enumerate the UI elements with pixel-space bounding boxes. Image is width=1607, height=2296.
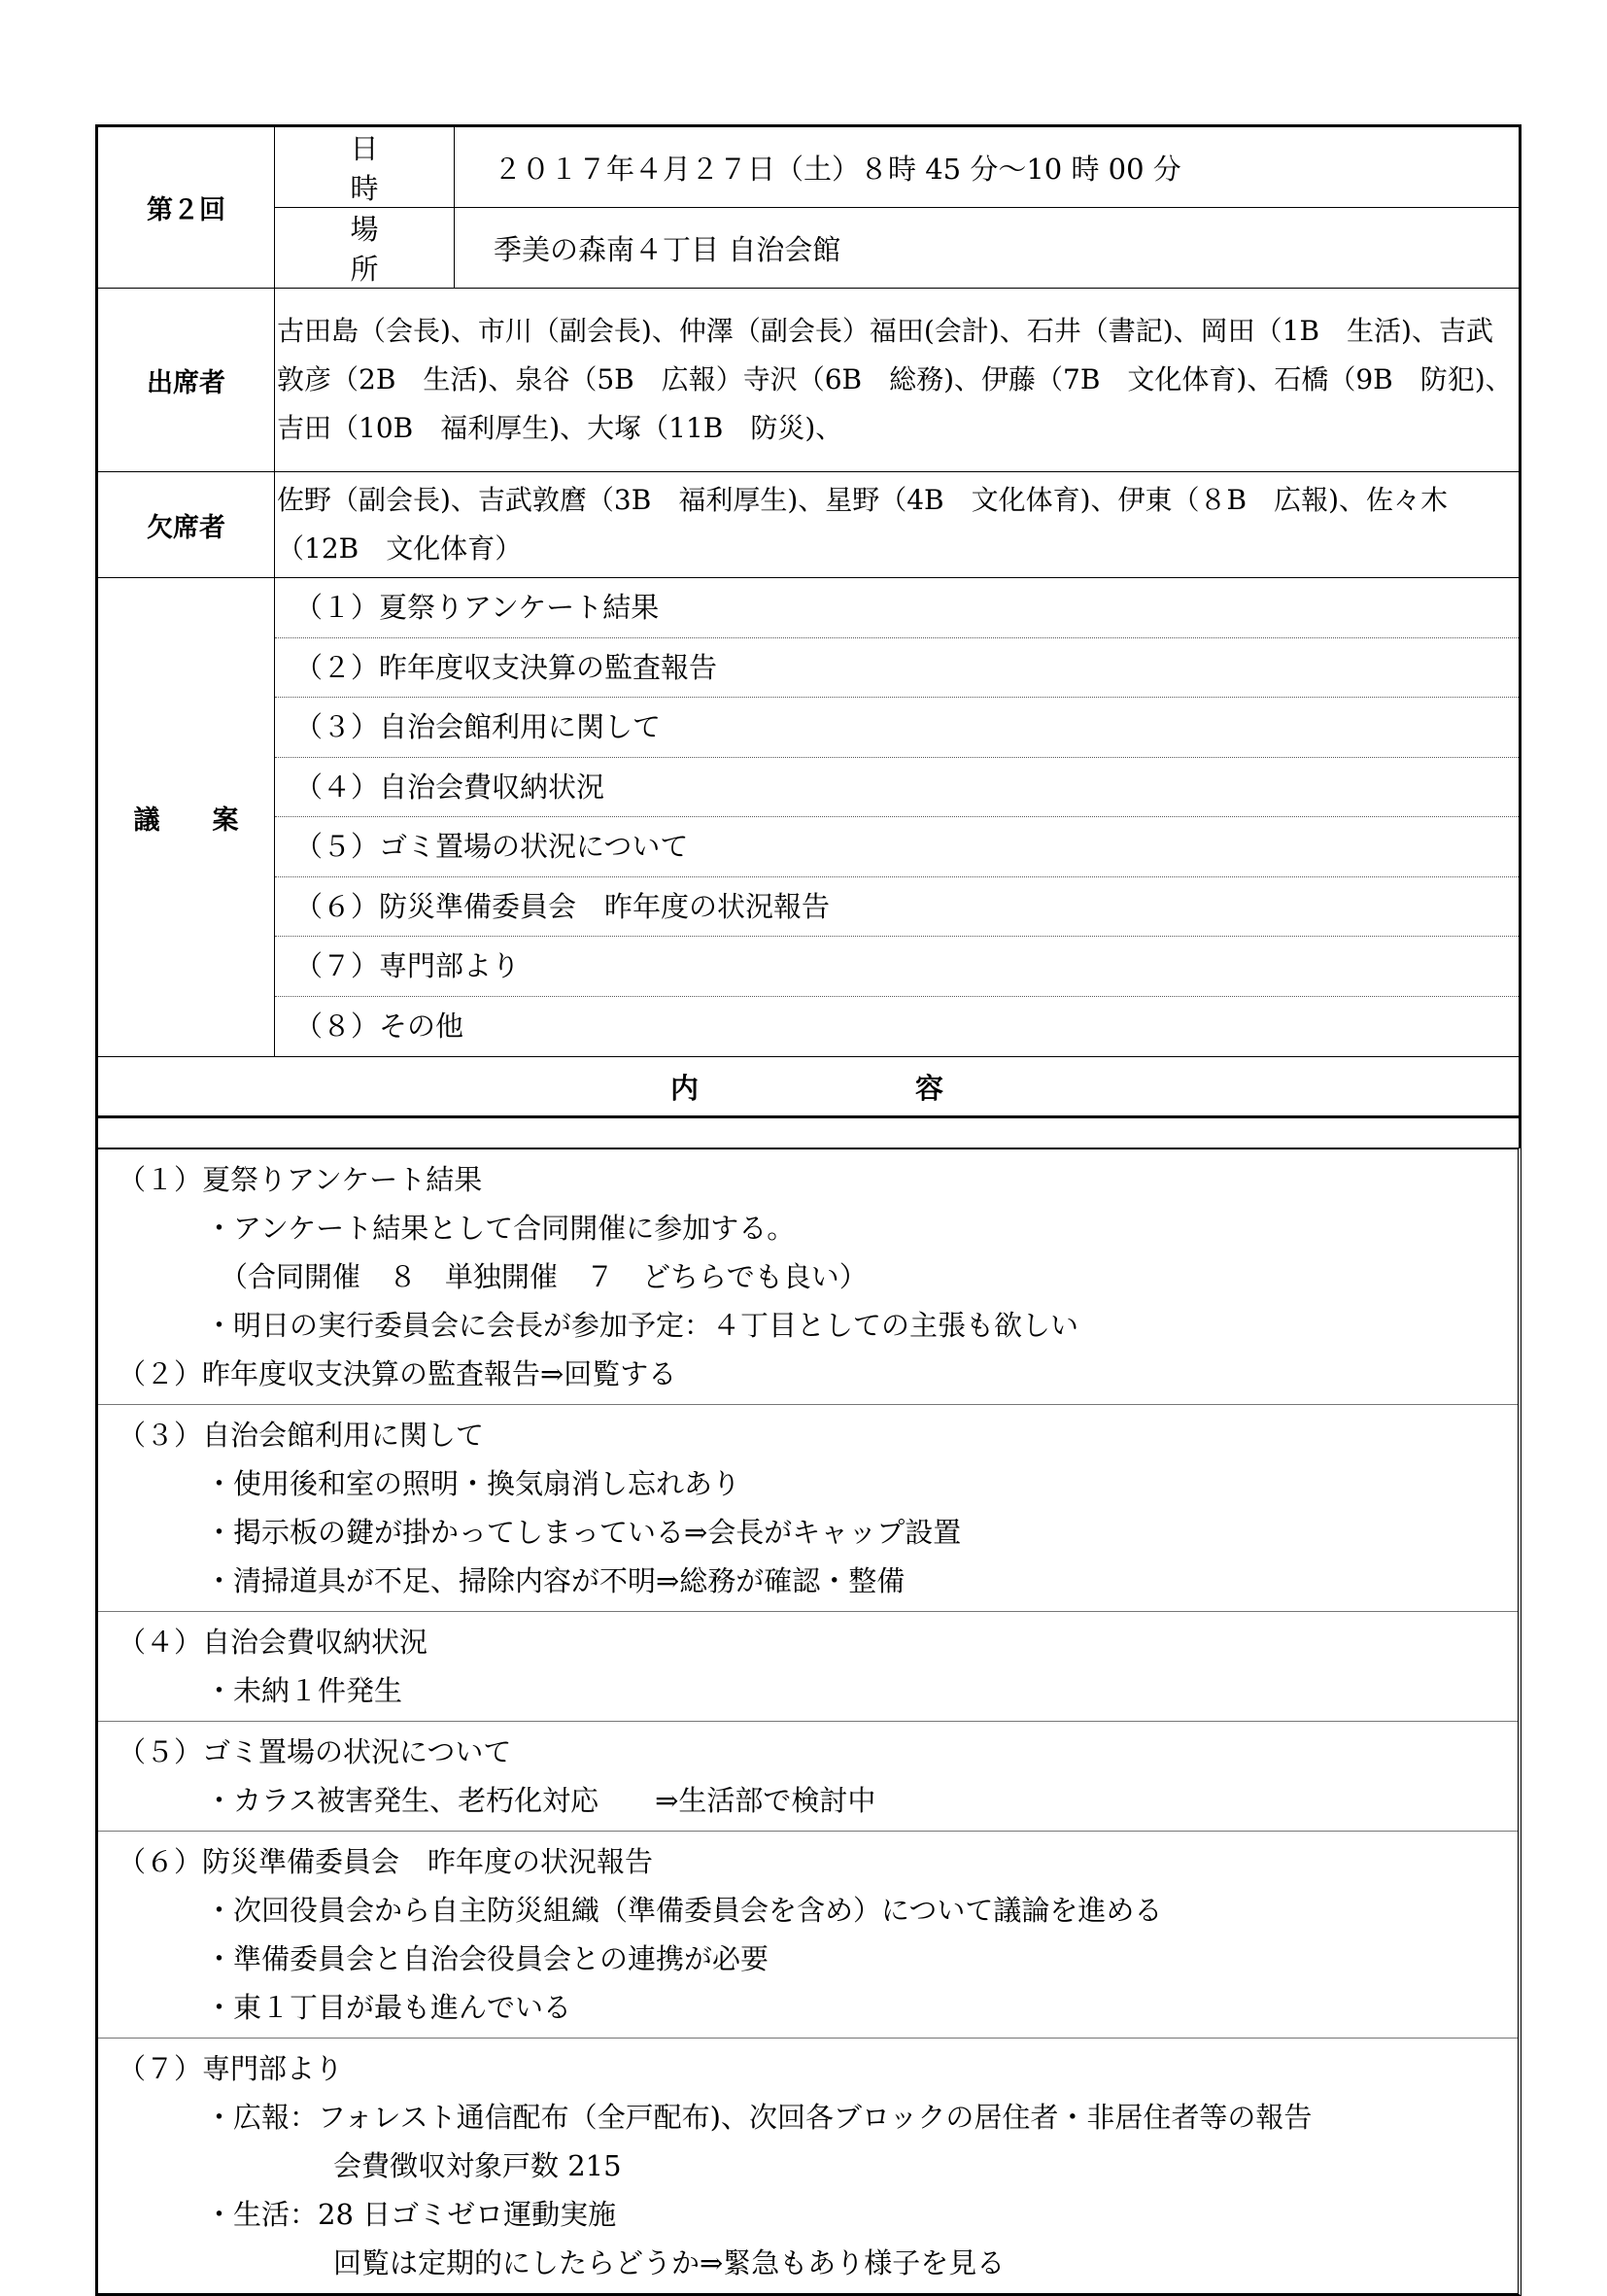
content-line: ・東１丁目が最も進んでいる <box>205 1991 572 2024</box>
agenda-label: 議 案 <box>97 578 275 1057</box>
section-hall-usage <box>98 1404 1518 1611</box>
content-line: ・未納１件発生 <box>205 1674 403 1707</box>
section-title: （７）専門部より <box>118 2052 344 2085</box>
content-line: ・広報：フォレスト通信配布（全戸配布)、次回各ブロックの居住者・非居住者等の報告 <box>205 2101 1313 2134</box>
content-line: ・生活：28 日ゴミゼロ運動実施 <box>205 2198 617 2231</box>
agenda-item: （７）専門部より <box>275 937 1519 997</box>
section-title: （１）夏祭りアンケート結果 <box>118 1163 483 1196</box>
content-line: ・次回役員会から自主防災組織（準備委員会を含め）について議論を進める <box>205 1894 1163 1927</box>
session-label: 第２回 <box>97 126 275 289</box>
content-line: （合同開催 ８ 単独開催 ７ どちらでも良い） <box>220 1260 868 1293</box>
section-title: （４）自治会費収納状況 <box>118 1626 428 1659</box>
absentees-label: 欠席者 <box>97 472 275 578</box>
date-value: ２０１７年４月２７日（土）８時 45 分〜10 時 00 分 <box>455 126 1521 208</box>
section-disaster <box>98 1831 1518 2038</box>
agenda-list <box>275 578 1521 1057</box>
content-line: ・使用後和室の照明・換気扇消し忘れあり <box>205 1467 741 1500</box>
place-value: 季美の森南４丁目 自治会館 <box>455 208 1521 289</box>
content-line: ・明日の実行委員会に会長が参加予定：４丁目としての主張も欲しい <box>205 1309 1079 1342</box>
content-line: ・掲示板の鍵が掛かってしまっている⇒会長がキャップ設置 <box>205 1516 962 1549</box>
spacer-row <box>95 1118 1522 1148</box>
minutes-content <box>95 1148 1522 2296</box>
place-label: 場 所 <box>275 208 455 289</box>
attendees-label: 出席者 <box>97 289 275 472</box>
agenda-item: （６）防災準備委員会 昨年度の状況報告 <box>275 877 1519 938</box>
content-line: 回覧は定期的にしたらどうか⇒緊急もあり様子を見る <box>333 2246 1006 2279</box>
section-garbage <box>98 1721 1518 1831</box>
agenda-item: （４）自治会費収納状況 <box>275 758 1519 818</box>
content-line: 会費徴収対象戸数 215 <box>333 2149 622 2182</box>
section-departments <box>98 2038 1518 2293</box>
section-title: （５）ゴミ置場の状況について <box>118 1735 512 1768</box>
agenda-item: （１）夏祭りアンケート結果 <box>275 578 1519 638</box>
section-title: （６）防災準備委員会 昨年度の状況報告 <box>118 1845 654 1878</box>
date-label: 日 時 <box>275 126 455 208</box>
section-title: （２）昨年度収支決算の監査報告⇒回覧する <box>118 1357 677 1390</box>
attendees-text: 古田島（会長)、市川（副会長)、仲澤（副会長）福田(会計)、石井（書記)、岡田（1B 生活)、吉武敦彦（2B 生活)、泉谷（5B 広報）寺沢（6B 総務)、伊藤（7B 文化体育)、石橋（9B 防犯)、吉田（10B 福利厚生)、大塚（11B 防災)、 <box>275 289 1521 472</box>
section-fee-collection <box>98 1611 1518 1721</box>
section-summer-festival <box>98 1149 1518 1404</box>
content-line: ・カラス被害発生、老朽化対応 ⇒生活部で検討中 <box>205 1784 876 1817</box>
agenda-item: （２）昨年度収支決算の監査報告 <box>275 638 1519 699</box>
content-line: ・清掃道具が不足、掃除内容が不明⇒総務が確認・整備 <box>205 1564 906 1597</box>
meeting-minutes-sheet <box>95 124 1522 2296</box>
content-line: ・アンケート結果として合同開催に参加する。 <box>205 1212 796 1245</box>
meeting-header-table <box>95 124 1522 1118</box>
agenda-item: （５）ゴミ置場の状況について <box>275 817 1519 877</box>
absentees-text: 佐野（副会長)、吉武敦麿（3B 福利厚生)、星野（4B 文化体育)、伊東（８B 広報)、佐々木（12B 文化体育） <box>275 472 1521 578</box>
agenda-item: （８）その他 <box>294 1009 464 1043</box>
agenda-item: （３）自治会館利用に関して <box>275 698 1519 758</box>
content-heading: 内 容 <box>97 1057 1521 1117</box>
section-title: （３）自治会館利用に関して <box>118 1419 485 1452</box>
content-line: ・準備委員会と自治会役員会との連携が必要 <box>205 1942 769 1975</box>
